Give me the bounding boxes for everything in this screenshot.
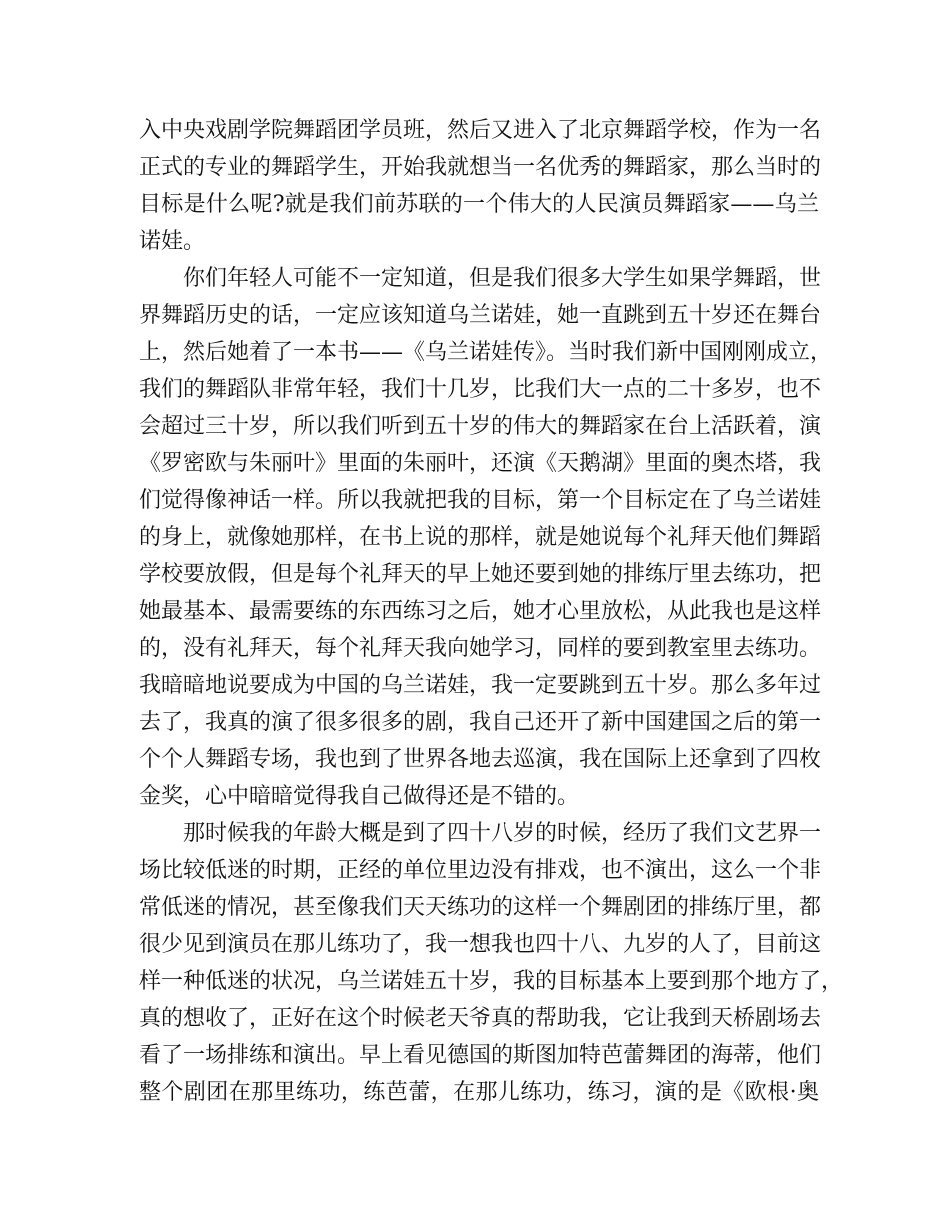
text-line: 你们年轻人可能不一定知道，但是我们很多大学生如果学舞蹈，世 — [139, 266, 822, 291]
paragraph-2 — [139, 260, 833, 815]
text-line: 我们的舞蹈队非常年轻，我们十几岁，比我们大一点的二十多岁，也不 — [139, 377, 822, 402]
text-line: 们觉得像神话一样。所以我就把我的目标，第一个目标定在了乌兰诺娃 — [139, 488, 822, 513]
text-line: 上，然后她着了一本书——《乌兰诺娃传》。当时我们新中国刚刚成立， — [139, 340, 833, 365]
text-line: 目标是什么呢?就是我们前苏联的一个伟大的人民演员舞蹈家——乌兰 — [139, 192, 819, 217]
text-line: 金奖，心中暗暗觉得我自己做得还是不错的。 — [139, 784, 580, 809]
text-line: 的身上，就像她那样，在书上说的那样，就是她说每个礼拜天他们舞蹈 — [139, 525, 822, 550]
text-line: 个个人舞蹈专场，我也到了世界各地去巡演，我在国际上还拿到了四枚 — [139, 747, 822, 772]
text-line: 看了一场排练和演出。早上看见德国的斯图加特芭蕾舞团的海蒂，他们 — [139, 1043, 822, 1068]
text-line: 诺娃。 — [139, 229, 206, 254]
text-line: 很少见到演员在那儿练功了，我一想我也四十八、九岁的人了，目前这 — [139, 932, 822, 957]
text-line: 学校要放假，但是每个礼拜天的早上她还要到她的排练厅里去练功，把 — [139, 562, 822, 587]
text-line: 正式的专业的舞蹈学生，开始我就想当一名优秀的舞蹈家，那么当时的 — [139, 155, 822, 180]
text-line: 她最基本、最需要练的东西练习之后，她才心里放松，从此我也是这样 — [139, 599, 822, 624]
paragraph-3 — [139, 815, 844, 1111]
text-line: 场比较低迷的时期，正经的单位里边没有排戏，也不演出，这么一个非 — [139, 858, 822, 883]
text-line: 样一种低迷的状况，乌兰诺娃五十岁，我的目标基本上要到那个地方了， — [139, 969, 844, 994]
text-line: 我暗暗地说要成为中国的乌兰诺娃，我一定要跳到五十岁。那么多年过 — [139, 673, 822, 698]
document-body — [139, 112, 844, 1111]
text-line: 那时候我的年龄大概是到了四十八岁的时候，经历了我们文艺界一 — [139, 821, 822, 846]
text-line: 常低迷的情况，甚至像我们天天练功的这样一个舞剧团的排练厅里，都 — [139, 895, 822, 920]
text-line: 入中央戏剧学院舞蹈团学员班，然后又进入了北京舞蹈学校，作为一名 — [139, 118, 822, 143]
text-line: 《罗密欧与朱丽叶》里面的朱丽叶，还演《天鹅湖》里面的奥杰塔，我 — [139, 451, 822, 476]
paragraph-1 — [139, 112, 822, 260]
text-line: 的，没有礼拜天，每个礼拜天我向她学习，同样的要到教室里去练功。 — [139, 636, 822, 661]
text-line: 整个剧团在那里练功，练芭蕾，在那儿练功，练习，演的是《欧根·奥 — [139, 1080, 819, 1105]
text-line: 界舞蹈历史的话，一定应该知道乌兰诺娃，她一直跳到五十岁还在舞台 — [139, 303, 822, 328]
text-line: 真的想收了，正好在这个时候老天爷真的帮助我，它让我到天桥剧场去 — [139, 1006, 822, 1031]
text-line: 去了，我真的演了很多很多的剧，我自己还开了新中国建国之后的第一 — [139, 710, 822, 735]
text-line: 会超过三十岁，所以我们听到五十岁的伟大的舞蹈家在台上活跃着，演 — [139, 414, 822, 439]
